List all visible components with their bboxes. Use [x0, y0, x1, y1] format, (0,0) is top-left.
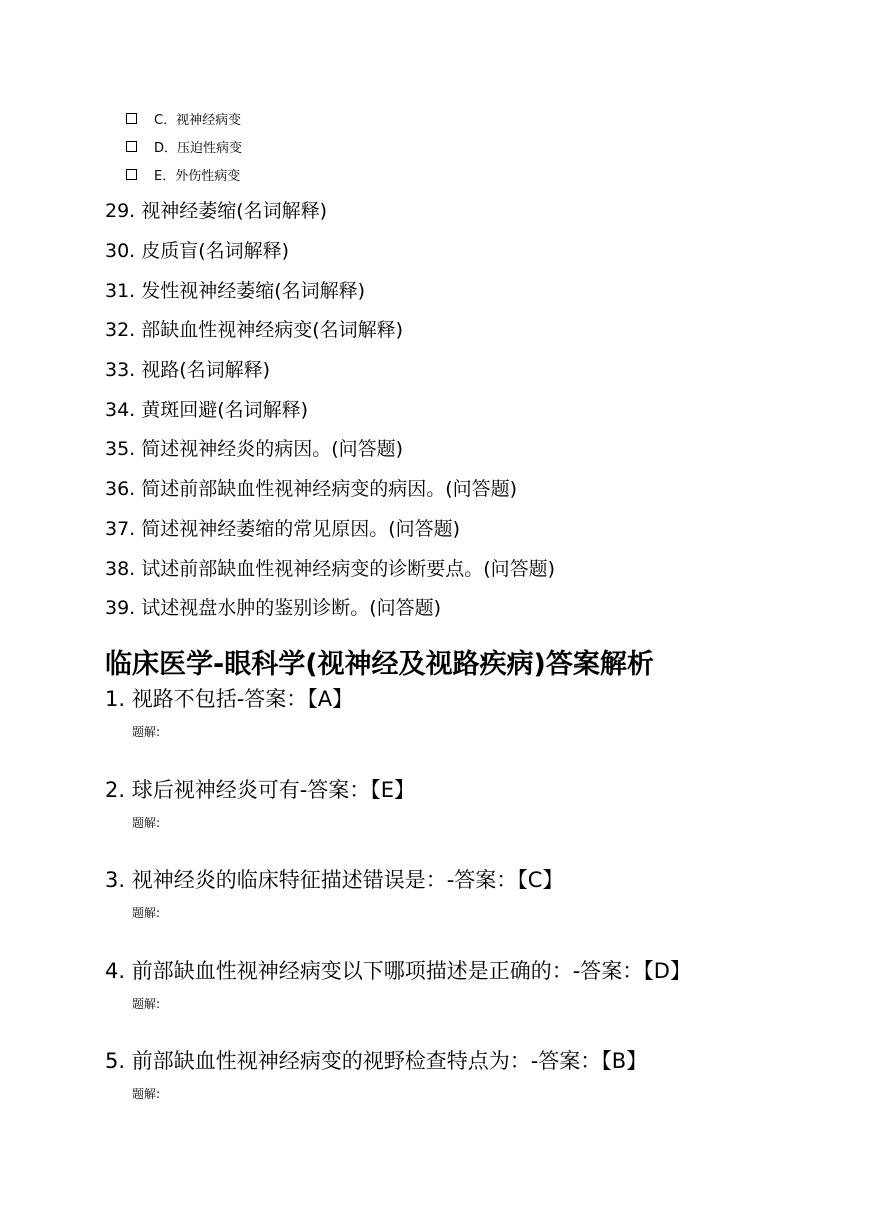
answer-item — [105, 682, 691, 773]
question-list — [105, 190, 555, 627]
question-item: 32. 部缺血性视神经病变(名词解释) — [105, 319, 404, 342]
checkbox-icon[interactable] — [126, 141, 137, 152]
answer-text: 3. 视神经炎的临床特征描述错误是：-答案：【C】 — [105, 868, 564, 892]
option-text: 外伤性病变 — [175, 168, 241, 184]
answer-text: 4. 前部缺血性视神经病变以下哪项描述是正确的：-答案：【D】 — [105, 958, 691, 983]
question-item: 36. 简述前部缺血性视神经病变的病因。(问答题) — [105, 478, 518, 501]
checkbox-icon[interactable] — [126, 169, 137, 180]
question-item: 34. 黄斑回避(名词解释) — [105, 398, 309, 421]
question-item: 33. 视路(名词解释) — [105, 359, 271, 382]
option-item-d[interactable] — [126, 132, 242, 160]
option-text: 视神经病变 — [176, 112, 242, 128]
option-item-c[interactable] — [126, 104, 242, 132]
answer-list — [105, 682, 691, 1135]
option-letter: E． — [154, 168, 176, 184]
answer-item — [105, 1044, 691, 1135]
option-item-e[interactable] — [126, 160, 242, 188]
answer-text: 2. 球后视神经炎可有-答案：【E】 — [105, 777, 416, 802]
question-item: 38. 试述前部缺血性视神经病变的诊断要点。(问答题) — [105, 557, 556, 580]
option-text: 压迫性病变 — [177, 140, 243, 156]
answer-section-title: 临床医学-眼科学(视神经及视路疾病)答案解析 — [105, 649, 654, 680]
option-list — [126, 104, 242, 188]
question-item: 31. 发性视神经萎缩(名词解释) — [105, 279, 366, 302]
answer-text: 1. 视路不包括-答案：【A】 — [105, 687, 354, 711]
question-item: 37. 简述视神经萎缩的常见原因。(问答题) — [105, 517, 461, 540]
explanation-label: 题解: — [132, 1087, 161, 1101]
question-item: 30. 皮质盲(名词解释) — [105, 240, 290, 263]
answer-text: 5. 前部缺血性视神经病变的视野检查特点为：-答案：【B】 — [105, 1049, 648, 1073]
option-letter: C． — [154, 112, 177, 128]
checkbox-icon[interactable] — [126, 113, 137, 124]
option-letter: D． — [154, 140, 178, 156]
explanation-label: 题解: — [132, 725, 161, 739]
answer-item — [105, 773, 691, 864]
answer-item — [105, 954, 691, 1045]
answer-item — [105, 863, 691, 954]
question-item: 39. 试述视盘水肿的鉴别诊断。(问答题) — [105, 597, 442, 620]
explanation-label: 题解: — [132, 996, 161, 1011]
question-item: 35. 简述视神经炎的病因。(问答题) — [105, 438, 404, 461]
explanation-label: 题解: — [132, 815, 161, 830]
explanation-label: 题解: — [132, 906, 161, 920]
question-item: 29. 视神经萎缩(名词解释) — [105, 200, 328, 223]
